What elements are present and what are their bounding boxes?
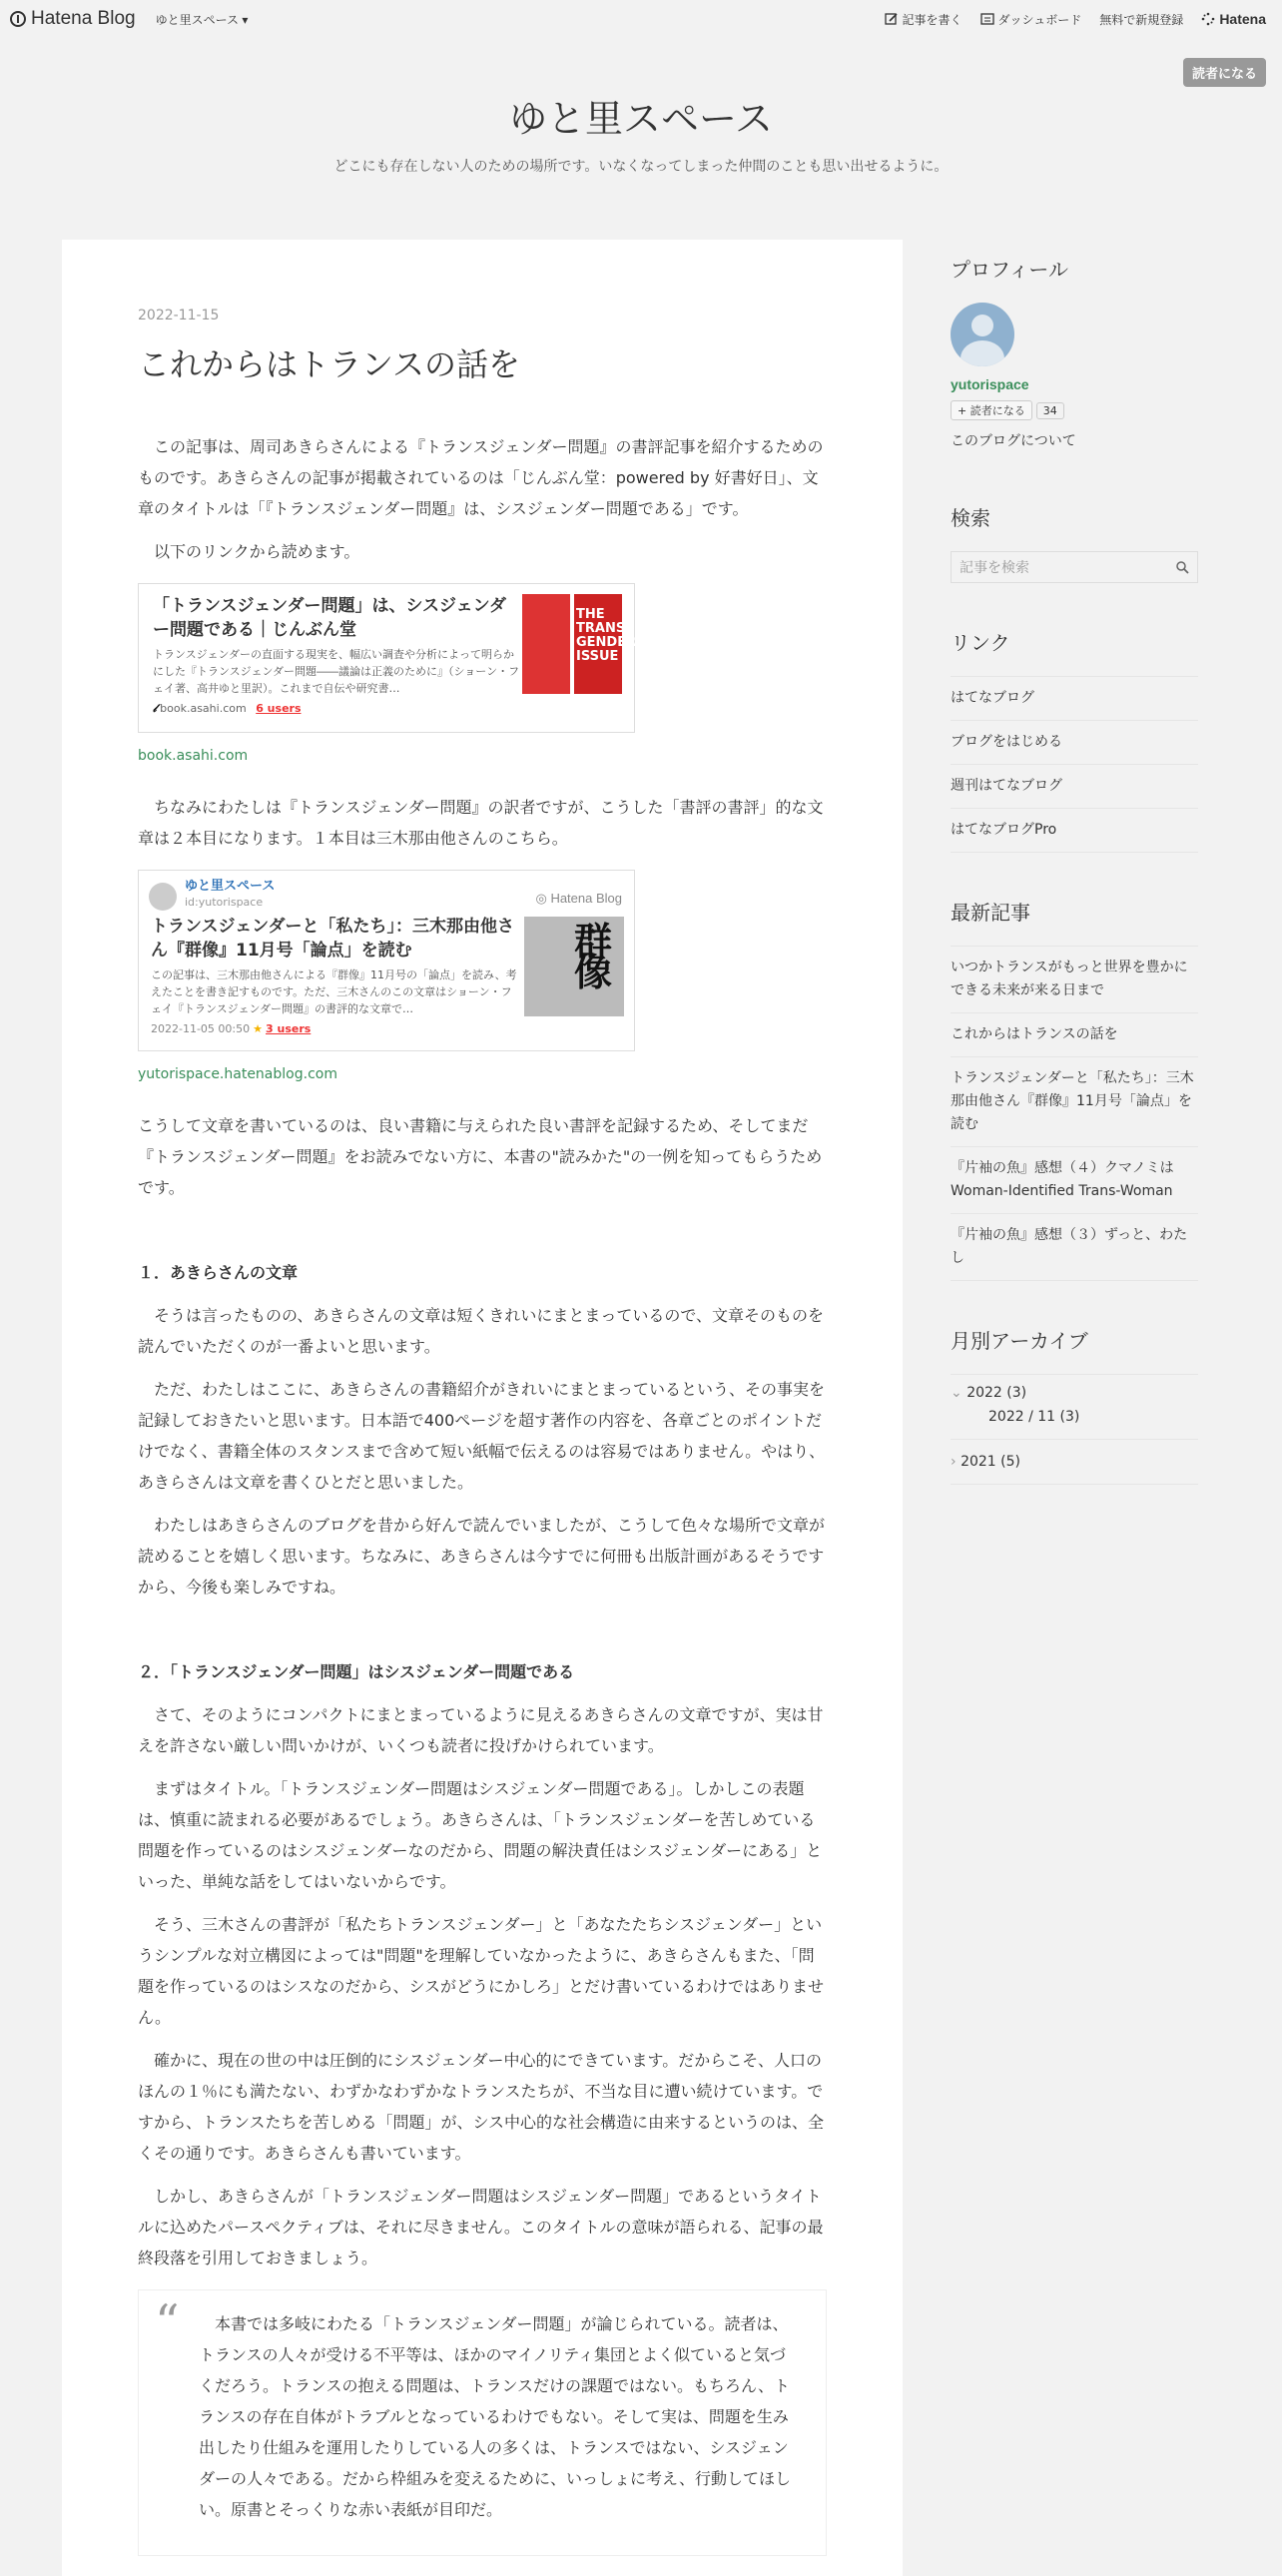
plus-icon: + — [958, 404, 970, 417]
card-thumbnail — [524, 917, 624, 1016]
thumbnail-book-title: THE TRANS-GENDER ISSUE — [576, 607, 637, 664]
recent-entry-link[interactable]: これからはトランスの話を — [951, 1013, 1198, 1057]
archive-year-label: 2022 (3) — [966, 1385, 1027, 1401]
card-title: トランスジェンダーと「私たち」：三木那由他さん『群像』11月号「論点」を読む — [151, 917, 514, 961]
source-link[interactable]: yutorispace.hatenablog.com — [138, 1066, 337, 1082]
card-title: 「トランスジェンダー問題」は、シスジェンダー問題である｜じんぶん堂 — [153, 596, 506, 640]
recent-entries-list — [951, 946, 1198, 1281]
module-title: プロフィール — [951, 258, 1068, 282]
blog-selector-label: ゆと里スペース — [155, 12, 239, 27]
about-blog-link[interactable]: このブログについて — [951, 433, 1076, 449]
archive-year-label: 2021 (5) — [961, 1454, 1020, 1470]
link-card-asahi[interactable] — [138, 583, 635, 733]
card-description: この記事は、三木那由他さんによる『群像』11月号の「論点」を読み、考えたことを書き記すものです。ただ、三木さんのこの文章はショーン・フェイ『トランスジェンダー問題』の書評的な文章で… — [151, 968, 517, 1015]
card-author[interactable]: ゆと里スペース — [185, 879, 276, 894]
search-module — [951, 502, 1198, 583]
paragraph: そうは言ったものの、あきらさんの文章は短くきれいにまとまっているので、文章そのものを読んでいただくのが一番よいと思います。 — [138, 1306, 825, 1356]
subscribe-button[interactable]: 読者になる — [1183, 58, 1266, 87]
quote-mark-icon: “ — [155, 2294, 180, 2350]
paragraph: そう、三木さんの書評が「私たちトランスジェンダー」と「あなたたちシスジェンダー」というシンプルな対立構図によっては"問題"を理解していなかったように、あきらさんもまた、「問題を作っているのはシスなのだから、シスがどうにかしろ」とだけ書いているわけではありません。 — [138, 1915, 825, 2027]
link-item[interactable]: ブログをはじめる — [951, 721, 1198, 765]
pencil-icon — [885, 12, 899, 26]
paragraph: こうして文章を書いているのは、良い書籍に与えられた良い書評を記録するため、そしてまだ『トランスジェンダー問題』をお読みでない方に、本書の"読みかた"の一例を知ってもらうためです。 — [138, 1116, 823, 1197]
search-input[interactable] — [951, 551, 1198, 583]
card-footer — [153, 702, 302, 716]
bookmark-users[interactable]: 3 users — [266, 1022, 312, 1035]
sidebar — [951, 254, 1198, 1485]
card-date: 2022-11-05 00:50 — [151, 1022, 251, 1035]
profile-username[interactable]: yutorispace — [951, 376, 1029, 392]
archive-module — [951, 1325, 1198, 1485]
star-icon: ★ — [253, 1022, 263, 1035]
dashboard-label: ダッシュボード — [997, 12, 1082, 27]
reader-count[interactable]: 34 — [1036, 402, 1064, 419]
section-heading: ２．「トランスジェンダー問題」はシスジェンダー問題である — [138, 1662, 575, 1681]
archive-year-2021[interactable] — [951, 1439, 1198, 1485]
section-heading: １．あきらさんの文章 — [138, 1263, 299, 1282]
hatena-dots-icon — [1201, 12, 1215, 26]
link-card-hatena[interactable] — [138, 870, 635, 1051]
entry-title[interactable]: これからはトランスの話を — [138, 345, 521, 383]
link-item[interactable]: はてなブログPro — [951, 809, 1198, 853]
paragraph: この記事は、周司あきらさんによる『トランスジェンダー問題』の書評記事を紹介するためのものです。あきらさんの記事が掲載されているのは「じんぶん堂：powered by 好書好日」、文章のタイトルは「『トランスジェンダー問題』は、シスジェンダー問題である」です。 — [138, 437, 824, 518]
links-list — [951, 676, 1198, 853]
paragraph: ちなみにわたしは『トランスジェンダー問題』の訳者ですが、こうした「書評の書評」的な文章は２本目になります。１本目は三木那由他さんのこちら。 — [138, 798, 824, 848]
subscribe-small-label: 読者になる — [969, 404, 1025, 417]
hatena-label: Hatena — [1219, 11, 1266, 27]
hatena-blog-logo-icon — [10, 11, 26, 27]
thumbnail-magazine-title: 群像 — [574, 920, 613, 994]
entry-body — [138, 431, 827, 2556]
module-title: 最新記事 — [951, 901, 1030, 925]
links-module — [951, 627, 1198, 853]
profile-module — [951, 254, 1198, 450]
paragraph: さて、そのようにコンパクトにまとまっているように見えるあきらさんの文章ですが、実は甘えを許さない厳しい問いかけが、いくつも読者に投げかけられています。 — [138, 1705, 824, 1755]
hatena-blog-badge — [535, 883, 622, 914]
quote-text: 本書では多岐にわたる「トランスジェンダー問題」が論じられている。読者は、トランスの人々が受ける不平等は、ほかのマイノリティ集団とよく似ていると気づくだろう。トランスの抱える問題は、トランスだけの課題ではない。もちろん、トランスの存在自体がトラブルとなっているわけでもない。そして実は、問題を生み出したり仕組みを運用したりしている人の多くは、トランスではない、シスジェンダーの人々である。だから枠組みを変えるために、いっしょに考え、行動してほしい。原書とそっくりな赤い表紙が目印だ。 — [199, 2314, 791, 2519]
subscribe-small-button[interactable] — [951, 400, 1032, 420]
caret-down-icon: ▾ — [238, 12, 249, 27]
hatena-blog-logo[interactable] — [10, 8, 136, 30]
profile-avatar[interactable] — [951, 303, 1014, 366]
card-domain: book.asahi.com — [160, 702, 247, 715]
archive-month-link[interactable]: 2022 / 11 (3) — [988, 1409, 1080, 1425]
card-footer — [151, 1022, 311, 1036]
module-title: 月別アーカイブ — [951, 1329, 1088, 1353]
recent-entries-module — [951, 897, 1198, 1281]
blog-selector[interactable] — [156, 11, 249, 28]
hatena-menu[interactable] — [1201, 11, 1266, 27]
author-avatar — [149, 883, 177, 911]
card-thumbnail — [522, 594, 637, 694]
hatena-blog-badge-label: Hatena Blog — [550, 891, 622, 906]
paragraph: わたしはあきらさんのブログを昔から好んで読んでいましたが、こうして色々な場所で文章が読めることを嬉しく思います。ちなみに、あきらさんは今すでに何冊も出版計画があるそうですから、今後も楽しみですね。 — [138, 1516, 826, 1597]
blog-title[interactable]: ゆと里スペース — [508, 97, 774, 141]
entry-date[interactable]: 2022-11-15 — [138, 308, 220, 323]
module-title: リンク — [951, 631, 1010, 655]
reader-button-group — [951, 400, 1198, 420]
chevron-right-icon[interactable]: › — [951, 1454, 957, 1470]
recent-entry-link[interactable]: トランスジェンダーと「私たち」：三木那由他さん『群像』11月号「論点」を読む — [951, 1057, 1198, 1147]
paragraph: ただ、わたしはここに、あきらさんの書籍紹介がきれいにまとまっているという、その事実を記録しておきたいと思います。日本語で400ページを超す著作の内容を、各章ごとのポイントだけでなく、書籍全体のスタンスまで含めて短い紙幅で伝えるのは容易ではありません。やはり、あきらさんは文章を書くひとだと思いました。 — [138, 1380, 826, 1492]
link-item[interactable]: はてなブログ — [951, 677, 1198, 721]
bookmark-users[interactable]: 6 users — [256, 702, 302, 715]
entry-article — [62, 240, 903, 2576]
signup-label: 無料で新規登録 — [1099, 12, 1184, 27]
logo-text: Hatena Blog — [31, 8, 136, 29]
dashboard-link[interactable] — [980, 11, 1082, 28]
archive-year-2022[interactable] — [951, 1375, 1198, 1401]
paragraph: しかし、あきらさんが「トランスジェンダー問題はシスジェンダー問題」であるというタイトルに込めたパースペクティブは、それに尽きません。このタイトルの意味が語られる、記事の最終段落を引用しておきましょう。 — [138, 2187, 824, 2267]
signup-link[interactable] — [1099, 11, 1183, 28]
module-title: 検索 — [951, 506, 990, 530]
asahi-favicon-icon: 𝓁 — [153, 702, 157, 715]
hatena-blog-badge-icon: ◎ — [535, 891, 547, 906]
paragraph: 確かに、現在の世の中は圧倒的にシスジェンダー中心的にできています。だからこそ、人口のほんの１％にも満たない、わずかなわずかなトランスたちが、不当な目に遭い続けています。ですから、トランスたちを苦しめる「問題」が、シス中心的な社会構造に由来するというのは、全くその通りです。あきらさんも書いています。 — [138, 2051, 825, 2163]
chevron-down-icon[interactable]: ⌄ — [951, 1385, 962, 1401]
recent-entry-link[interactable]: いつかトランスがもっと世界を豊かにできる未来が来る日まで — [951, 947, 1198, 1013]
blog-description: どこにも存在しない人のための場所です。いなくなってしまった仲間のことも思い出せるように。 — [333, 159, 949, 175]
global-header — [0, 0, 1282, 38]
paragraph: まずはタイトル。「トランスジェンダー問題はシスジェンダー問題である」。しかしこの表題は、慎重に読まれる必要があるでしょう。あきらさんは、「トランスジェンダーを苦しめている問題を作っているのはシスジェンダーなのだから、問題の解決責任はシスジェンダーにある」といった、単純な話をしてはいないからです。 — [138, 1779, 823, 1891]
blockquote — [138, 2289, 827, 2556]
write-entry-label: 記事を書く — [902, 12, 962, 27]
recent-entry-link[interactable]: 『片袖の魚』感想（４）クマノミは Woman-Identified Trans-Woman — [951, 1147, 1198, 1214]
card-description: トランスジェンダーの直面する現実を、幅広い調査や分析によって明らかにした『トランスジェンダー問題――議論は正義のために』（ショーン・フェイ著、高井ゆと里訳）。これまで自伝や研究書… — [153, 648, 520, 695]
paragraph: 以下のリンクから読めます。 — [154, 542, 360, 561]
link-item[interactable]: 週刊はてなブログ — [951, 765, 1198, 809]
card-author-id: id:yutorispace — [185, 896, 264, 909]
dashboard-icon — [980, 12, 994, 26]
source-link[interactable]: book.asahi.com — [138, 748, 249, 764]
recent-entry-link[interactable]: 『片袖の魚』感想（３）ずっと、わたし — [951, 1214, 1198, 1281]
search-icon[interactable] — [1175, 560, 1189, 574]
write-entry-link[interactable] — [885, 11, 962, 28]
archive-list — [951, 1374, 1198, 1485]
search-placeholder: 記事を検索 — [960, 560, 1029, 576]
